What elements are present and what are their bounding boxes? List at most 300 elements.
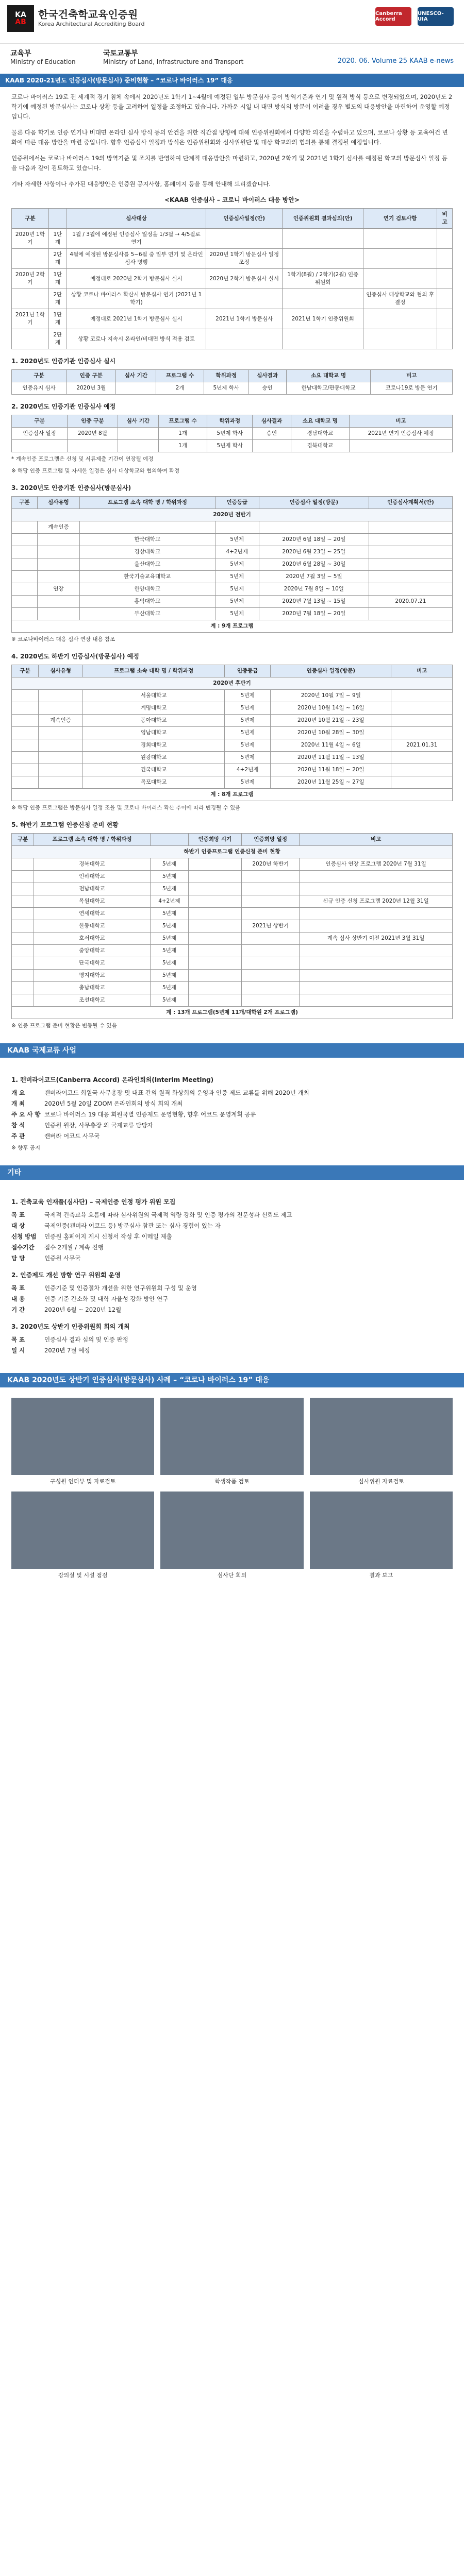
s3-table: [11, 496, 453, 633]
table-cell: 전남대학교: [34, 883, 150, 895]
table-cell: [206, 229, 283, 249]
etc-row-label: 목 표: [11, 1284, 25, 1292]
table-header: 학위과정: [207, 415, 252, 428]
table-cell: [363, 229, 437, 249]
table-cell: 2021년 1학기 방문심사: [206, 309, 283, 329]
table-cell: 2단계: [48, 249, 67, 269]
kaab-logo: [7, 5, 34, 32]
table-cell: 1학기(8월) / 2학기(2월) 인증위원회: [283, 269, 363, 289]
table-cell: 경북대학교: [291, 440, 350, 452]
table-cell: [369, 571, 452, 583]
intl-row-label: 주 관: [11, 1132, 25, 1140]
table-header: 심사 기간: [118, 415, 158, 428]
th: 연기 검토사항: [363, 209, 437, 229]
table-cell: [37, 546, 79, 558]
table-cell: [12, 920, 34, 933]
table-cell: 5년제: [225, 702, 271, 715]
table-cell: 승인: [253, 428, 291, 440]
table-row: [12, 752, 453, 764]
table-row: [12, 933, 453, 945]
table-cell: 5년제: [151, 908, 188, 920]
table-cell: 계속인증: [39, 715, 83, 727]
table-cell: [437, 249, 453, 269]
table-header: 학위과정: [204, 370, 248, 382]
table-cell: 5년제: [151, 871, 188, 883]
table-cell: 2020년 11월 25일 ~ 27일: [271, 776, 391, 789]
intl-row-value: 코로나 바이러스 19 대응 회원국별 인증제도 운영현황, 향후 어코드 운영계획 공유: [44, 1111, 256, 1118]
table-cell: [300, 908, 453, 920]
th: 인증심사일정(안): [206, 209, 283, 229]
table-cell: [363, 249, 437, 269]
table-header: 소요 대학교 명: [291, 415, 350, 428]
table-cell: [12, 440, 68, 452]
etc-row-label: 기 간: [11, 1306, 25, 1313]
table-header: 심사 기간: [116, 370, 156, 382]
table-cell: 1단계: [48, 269, 67, 289]
etc-row-value: 국제적 건축교육 흐름에 따라 심사위원의 국제적 역량 강화 및 인증 평가의 전문성과 신뢰도 제고: [44, 1211, 292, 1218]
table-cell: 2021년 연기 인증심사 예정: [350, 428, 453, 440]
table-row: [12, 269, 453, 289]
table-cell: [300, 871, 453, 883]
photo-card: [160, 1492, 303, 1579]
table-cell: 계속 심사 상반기 이전 2021년 3월 31일: [300, 933, 453, 945]
table-cell: [188, 920, 242, 933]
s5-title: 5. 하반기 프로그램 인증신청 준비 현황: [11, 821, 119, 828]
table-cell: [391, 727, 453, 739]
table-cell: [12, 521, 38, 534]
ministry-land: 국토교통부 Ministry of Land, Infrastructure and Transport: [103, 49, 244, 65]
intl-bar: KAAB 국제교류 사업: [0, 1043, 464, 1058]
table-cell: [369, 521, 452, 534]
etc-row-value: 접수 2개월 / 계속 진행: [44, 1244, 104, 1251]
table-cell: [12, 546, 38, 558]
table-cell: 5년제: [215, 583, 259, 596]
etc-section: [0, 1185, 464, 1368]
photo-caption: 결과 보고: [369, 1572, 393, 1579]
table-cell: 인증심사 대상학교와 협의 후 결정: [363, 289, 437, 309]
table-row: [12, 957, 453, 970]
intl-row-label: 개 최: [11, 1100, 25, 1107]
table-cell: 명지대학교: [34, 970, 150, 982]
table-cell: [363, 329, 437, 349]
table-row: [12, 883, 453, 895]
photo-bar: KAAB 2020년도 상반기 인증심사(방문심사) 사례 – “코로나 바이러스 19” 대응: [0, 1373, 464, 1387]
table-cell: 예정대로 2020년 2학기 방문심사 실시: [67, 269, 206, 289]
table-cell: 건국대학교: [83, 764, 225, 776]
table-cell: 1개: [159, 440, 207, 452]
table-cell: 5년제: [151, 957, 188, 970]
table-cell: [369, 534, 452, 546]
s2-table: [11, 415, 453, 452]
intro-paragraph: 물론 다음 학기로 인증 연기나 비대면 온라인 심사 방식 등의 안건을 위한 직간접 방향에 대해 인증위원회에서 다양한 의견을 수렴하고 있으며, 코로나 상황 등 교육여건 변화에 따른 대응 방안을 마련 중입니다. 향후 인증심사 일정과 방식은 인증위원회와 심사위원단 및 대상 학교와의 협의를 통해 결정될 예정입니다.: [11, 129, 448, 146]
intro-paragraph: 코로나 바이러스 19로 전 세계적 경기 침체 속에서 2020년도 1학기 1~4월에 예정된 일부 방문심사 등이 방역기준과 연기 및 원격 방식 등으로 변경되었으며, 2020년도 2학기에 예정된 방문심사는 코로나 상황 등을 고려하여 일정을 조정하고 있습니다. 가까운 시일 내 대면 방식의 방문이 어려울 경우 별도의 대응방안을 마련하여 운영할 예정입니다.: [11, 93, 453, 120]
table-cell: 2020년 7월 8일 ~ 10일: [259, 583, 369, 596]
etc-row-value: 2020년 7월 예정: [44, 1347, 90, 1354]
table-header: 구분: [12, 665, 39, 677]
table-cell: 5년제: [151, 883, 188, 895]
table-cell: 목포대학교: [83, 776, 225, 789]
table-row: [12, 329, 453, 349]
table-cell: 5년제: [151, 933, 188, 945]
table-cell: [39, 702, 83, 715]
intro-paragraph: 기타 자세한 사항이나 추가된 대응방안은 인증원 공지사항, 홈페이지 등을 통해 안내해 드리겠습니다.: [11, 180, 271, 188]
table-cell: [215, 521, 259, 534]
table-header: 비고: [350, 415, 453, 428]
table-cell: [391, 776, 453, 789]
table-cell: 5년제: [215, 608, 259, 620]
table-header: 비고: [371, 370, 453, 382]
table-header: 프로그램 수: [156, 370, 204, 382]
table-group-row: [12, 509, 453, 521]
table-cell: [188, 970, 242, 982]
table-cell: [391, 764, 453, 776]
table-cell: [283, 329, 363, 349]
table-row: [12, 249, 453, 269]
table-cell: 승인: [248, 382, 286, 395]
table-cell: 인증심사 연장 프로그램 2020년 7월 31일: [300, 858, 453, 871]
table-cell: 한동대학교: [34, 920, 150, 933]
table-row: [12, 289, 453, 309]
sub-header: [0, 44, 464, 74]
intro-section: [0, 87, 464, 1038]
table-cell: [437, 309, 453, 329]
table-cell: 5년제 학사: [204, 382, 248, 395]
table-cell: 2020년 10월 21일 ~ 23일: [271, 715, 391, 727]
table-cell: [12, 558, 38, 571]
table-header: 프로그램 소속 대학 명 / 학위과정: [34, 834, 150, 846]
table-cell: [39, 752, 83, 764]
table-cell: [437, 329, 453, 349]
table-cell: 2020년 1학기 방문심사 일정 조정: [206, 249, 283, 269]
table-cell: [350, 440, 453, 452]
table-cell: 2020년 7월 18일 ~ 20일: [259, 608, 369, 620]
table-total-row: [12, 620, 453, 633]
table-cell: [118, 440, 158, 452]
table-cell: 2021년 상반기: [242, 920, 300, 933]
table-row: [12, 727, 453, 739]
table-cell: 한남대학교/관동대학교: [286, 382, 371, 395]
table-cell: [188, 908, 242, 920]
table-cell: [300, 920, 453, 933]
table-row: [12, 858, 453, 871]
photo-caption: 학생작품 검토: [214, 1478, 250, 1485]
table-cell: [188, 895, 242, 908]
s2-title: 2. 2020년도 인증기관 인증심사 예정: [11, 403, 116, 410]
table-cell: [12, 883, 34, 895]
photo-caption: 심사단 회의: [217, 1572, 247, 1579]
table-cell: [363, 309, 437, 329]
table-cell: 2개: [156, 382, 204, 395]
table-cell: 5년제: [151, 982, 188, 994]
etc-row-label: 내 용: [11, 1295, 25, 1302]
intl-row: [11, 1110, 453, 1120]
intl-row-value: 캔버라 어코드 사무국: [44, 1132, 100, 1140]
table-cell: 2단계: [48, 289, 67, 309]
table-cell: 5년제: [151, 920, 188, 933]
table-cell: [300, 970, 453, 982]
table-cell: 2020년 11월 11일 ~ 13일: [271, 752, 391, 764]
table-cell: [283, 249, 363, 269]
table-cell: [300, 945, 453, 957]
table1-caption: <KAAB 인증심사 – 코로니 바이러스 대응 방안>: [164, 196, 300, 204]
table-row: [12, 739, 453, 752]
table-header: 인증 구분: [67, 370, 116, 382]
table-cell: [12, 752, 39, 764]
etc-row-label: 접수기간: [11, 1244, 35, 1251]
table-cell: [242, 970, 300, 982]
table-cell: [391, 752, 453, 764]
etc-bar: 기타: [0, 1165, 464, 1180]
table-cell: [391, 690, 453, 702]
table-cell: [12, 858, 34, 871]
th: 심사대상: [67, 209, 206, 229]
table-cell: [39, 764, 83, 776]
table-cell: 2020년 7월 3일 ~ 5일: [259, 571, 369, 583]
table-row: [12, 871, 453, 883]
etc-row-label: 대 상: [11, 1222, 25, 1229]
table-cell: 영남대학교: [83, 727, 225, 739]
etc-row: [11, 1210, 453, 1220]
table-cell: [259, 521, 369, 534]
etc-row-value: 인증 기준 간소화 및 대학 자율성 강화 방안 연구: [44, 1295, 169, 1302]
table-row: [12, 764, 453, 776]
table-cell: 5년제: [225, 715, 271, 727]
table-cell: 5년제: [215, 534, 259, 546]
table-row: [12, 895, 453, 908]
table-group-label: 2020년 전반기: [12, 509, 453, 521]
photo-image: [310, 1492, 453, 1569]
table-header: [151, 834, 188, 846]
s4-note: ※ 해당 인증 프로그램은 방문심사 일정 조율 및 코로나 바이러스 확산 추이에 따라 변경될 수 있음: [11, 805, 241, 811]
intl-row-label: 주 요 사 항: [11, 1111, 41, 1118]
table-cell: 한양대학교: [79, 583, 215, 596]
table-cell: 연장: [37, 583, 79, 596]
table-cell: [12, 982, 34, 994]
table-row: [12, 521, 453, 534]
etc-row: [11, 1253, 453, 1263]
table-header: 프로그램 수: [159, 415, 207, 428]
table-row: [12, 229, 453, 249]
table-cell: [12, 933, 34, 945]
table-cell: 원광대학교: [83, 752, 225, 764]
table-header: 심사유형: [39, 665, 83, 677]
canberra-accord-logo: Canberra Accord: [375, 7, 411, 26]
table-cell: 5년제 학사: [207, 440, 252, 452]
etc-row-label: 목 표: [11, 1211, 25, 1218]
table-cell: 연세대학교: [34, 908, 150, 920]
table-cell: 5년제: [151, 994, 188, 1007]
table-row: [12, 920, 453, 933]
table-cell: 2단계: [48, 329, 67, 349]
photo-card: [11, 1398, 154, 1485]
etc-row-label: 목 표: [11, 1336, 25, 1343]
table-cell: 충남대학교: [34, 982, 150, 994]
table-cell: [188, 994, 242, 1007]
table-cell: 코로나19로 방문 연기: [371, 382, 453, 395]
th: 인증위원회 결과심의(안): [283, 209, 363, 229]
table-row: [12, 982, 453, 994]
table-cell: [116, 382, 156, 395]
logo-text-bottom: AB: [15, 18, 26, 26]
table-cell: [242, 871, 300, 883]
table-header: 구분: [12, 497, 38, 509]
table-cell: [437, 269, 453, 289]
table-row: [12, 908, 453, 920]
table-cell: [242, 945, 300, 957]
table-cell: 2020년 하반기: [242, 858, 300, 871]
table-cell: 단국대학교: [34, 957, 150, 970]
table-cell: [12, 994, 34, 1007]
table-cell: [242, 933, 300, 945]
table-group-row: [12, 846, 453, 858]
table-cell: [391, 702, 453, 715]
table-cell: 2020년 10월 14일 ~ 16일: [271, 702, 391, 715]
photo-grid: [0, 1393, 464, 1584]
table-cell: 4+2년제: [151, 895, 188, 908]
etc-row: [11, 1283, 453, 1293]
etc-row-value: 인증원 사무국: [44, 1255, 81, 1262]
etc-item: [11, 1270, 453, 1315]
table-cell: [283, 229, 363, 249]
s5-note: ※ 인증 프로그램 준비 현황은 변동될 수 있음: [11, 1023, 117, 1029]
issue-label: 2020. 06. Volume 25 KAAB e-news: [337, 57, 454, 65]
table-cell: 5년제: [151, 970, 188, 982]
table-header: 구분: [12, 415, 68, 428]
table-cell: [68, 440, 118, 452]
table-cell: [437, 229, 453, 249]
table-cell: [12, 690, 39, 702]
photo-card: [310, 1398, 453, 1485]
table-cell: 울산대학교: [79, 558, 215, 571]
table-cell: 2021년 1학기 인증위원회: [283, 309, 363, 329]
table-cell: 5년제: [225, 739, 271, 752]
table-cell: [391, 715, 453, 727]
intl-section: [0, 1063, 464, 1160]
table-total: 계 : 13개 프로그램(5년제 11개/대학원 2개 프로그램): [12, 1007, 453, 1019]
table-cell: [12, 957, 34, 970]
header: [0, 0, 464, 44]
table-cell: [12, 908, 34, 920]
photo-caption: 심사위원 자료검토: [358, 1478, 404, 1485]
table-cell: [39, 776, 83, 789]
table-cell: [12, 715, 39, 727]
table-cell: 동아대학교: [83, 715, 225, 727]
table-cell: [283, 289, 363, 309]
table-cell: 홍익대학교: [79, 596, 215, 608]
table-cell: [12, 871, 34, 883]
table-cell: 5년제: [151, 858, 188, 871]
table-row: [12, 534, 453, 546]
table-cell: 계속인증: [37, 521, 79, 534]
table-header: 인증심사 일정(방문): [259, 497, 369, 509]
ministry-education: 교육부 Ministry of Education: [10, 49, 76, 65]
table-cell: [12, 970, 34, 982]
table-cell: 2021.01.31: [391, 739, 453, 752]
table-cell: 부산대학교: [79, 608, 215, 620]
table-cell: [12, 739, 39, 752]
response-table: [11, 208, 453, 349]
table-cell: [369, 558, 452, 571]
table-cell: [242, 895, 300, 908]
table-row: [12, 440, 453, 452]
etc-row-label: 담 당: [11, 1255, 25, 1262]
table-cell: 4월에 예정된 방문심사를 5~6월 중 일부 연기 및 온라인심사 병행: [67, 249, 206, 269]
table-cell: 2020년 10월 28일 ~ 30일: [271, 727, 391, 739]
table-cell: 5년제: [225, 690, 271, 702]
table-cell: [39, 690, 83, 702]
table-cell: 5년제: [215, 558, 259, 571]
table-row: [12, 571, 453, 583]
etc-row-value: 국제인증(캔버라 어코드 등) 방문심사 참관 또는 심사 경험이 있는 자: [44, 1222, 221, 1229]
table-cell: 경북대학교: [34, 858, 150, 871]
s4-title: 4. 2020년도 하반기 인증심사(방문심사) 예정: [11, 653, 139, 660]
table-cell: 계명대학교: [83, 702, 225, 715]
table-cell: [37, 558, 79, 571]
intl-row-label: 개 요: [11, 1089, 25, 1096]
table-cell: 조선대학교: [34, 994, 150, 1007]
etc-item-title: 2. 인증제도 개선 방향 연구 위원회 운영: [11, 1272, 121, 1279]
table-cell: 1개: [159, 428, 207, 440]
photo-image: [11, 1492, 154, 1569]
table-cell: [369, 583, 452, 596]
table-cell: [437, 289, 453, 309]
table-header: 심사결과: [253, 415, 291, 428]
table-total-row: [12, 1007, 453, 1019]
table-cell: 호서대학교: [34, 933, 150, 945]
table-cell: [242, 883, 300, 895]
photo-caption: 구성원 인터뷰 및 자료검토: [49, 1478, 116, 1485]
intl-row: [11, 1131, 453, 1141]
table-cell: 2020년 8월: [68, 428, 118, 440]
table-cell: [206, 329, 283, 349]
table-header: 구분: [12, 834, 34, 846]
table-cell: [12, 895, 34, 908]
table-row: [12, 596, 453, 608]
table-cell: [12, 727, 39, 739]
table-header: 인증심사 일정(방문): [271, 665, 391, 677]
table-cell: [12, 608, 38, 620]
table-cell: [188, 933, 242, 945]
table-cell: [12, 776, 39, 789]
table-cell: [37, 534, 79, 546]
table-cell: 중앙대학교: [34, 945, 150, 957]
table-cell: 한국대학교: [79, 534, 215, 546]
table-cell: [12, 534, 38, 546]
table-cell: [242, 982, 300, 994]
table-cell: [188, 858, 242, 871]
table-cell: [253, 440, 291, 452]
table-cell: [188, 982, 242, 994]
table-cell: [300, 994, 453, 1007]
th: [48, 209, 67, 229]
table-cell: 목원대학교: [34, 895, 150, 908]
photo-card: [310, 1492, 453, 1579]
s2-note: * 계속인증 프로그램은 신청 및 서류제출 기간이 연장될 예정: [11, 456, 154, 462]
s5-table: [11, 833, 453, 1019]
table-header: 구분: [12, 370, 67, 382]
table-header: 인증등급: [215, 497, 259, 509]
table-cell: [242, 908, 300, 920]
table-cell: 2020년 11월 18일 ~ 20일: [271, 764, 391, 776]
table-total: 계 : 8개 프로그램: [12, 789, 453, 801]
table-cell: [206, 289, 283, 309]
table-row: [12, 994, 453, 1007]
photo-image: [11, 1398, 154, 1475]
intro-paragraph: 인증원에서는 코로나 바이러스 19의 방역기준 및 조치를 반영하여 단계적 대응방안을 마련하고, 2020년 2학기 및 2021년 1학기 심사를 예정된 학교의 방문심사 일정 등을 다음과 같이 검토하고 있습니다.: [11, 155, 448, 172]
table-header: 프로그램 소속 대학 명 / 학위과정: [79, 497, 215, 509]
table-total-row: [12, 789, 453, 801]
table-cell: 상황 코로나 지속시 온라인/비대면 방식 적용 검토: [67, 329, 206, 349]
